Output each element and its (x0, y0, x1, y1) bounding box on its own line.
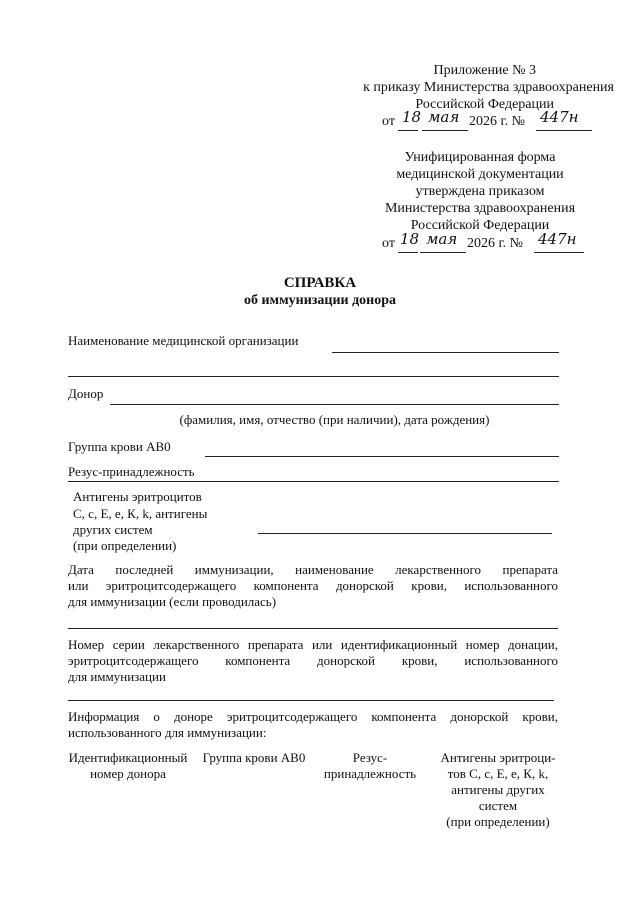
appendix-order-line: к приказу Министерства здравоохранения (363, 80, 614, 95)
form-approval-line-3: утверждена приказом (415, 184, 545, 199)
donor-label: Донор (68, 386, 104, 401)
antigens-line (258, 533, 552, 534)
blood-group-label: Группа крови АВ0 (68, 439, 171, 454)
org-name-line-2 (68, 376, 559, 377)
approval-date-day-handwritten: 18 (400, 230, 420, 248)
approval-date-year-label: 2026 г. № (467, 236, 524, 251)
antigens-label-3: других систем (73, 522, 153, 537)
date-year-label: 2026 г. № (469, 114, 526, 129)
col-antigens-header-3: антигены других (451, 782, 545, 797)
org-name-label: Наименование медицинской организации (68, 333, 299, 348)
org-name-line (332, 352, 559, 353)
date-month-handwritten: мая (428, 108, 460, 126)
col-antigens-header-5: (при определении) (446, 814, 550, 829)
document-subtitle: об иммунизации донора (243, 293, 397, 308)
donor-line (110, 404, 559, 405)
blood-group-line (205, 456, 559, 457)
document-title: СПРАВКА (283, 275, 357, 291)
form-approval-line-5: Российской Федерации (410, 218, 550, 233)
series-label-1: Номер серии лекарственного препарата или идентификационный номер донации, (68, 637, 558, 652)
date-day-handwritten: 18 (402, 108, 422, 126)
form-approval-line-1: Унифицированная форма (404, 150, 556, 165)
antigens-label-1: Антигены эритроцитов (73, 489, 202, 504)
col-donor-id-header-2: номер донора (90, 766, 166, 781)
form-approval-line-4: Министерства здравоохранения (384, 201, 576, 216)
col-rh-header-2: принадлежность (323, 766, 417, 781)
last-immunization-line (68, 628, 558, 629)
series-label-2: эритроцитсодержащего компонента донорской крови, использованного (68, 653, 558, 668)
approval-date-prefix: от (382, 236, 395, 251)
rh-line (68, 481, 559, 482)
donor-info-label-2: использованного для иммунизации: (68, 725, 267, 740)
last-immunization-label-1: Дата последней иммунизации, наименование лекарственного препарата (68, 562, 558, 577)
series-line (68, 700, 554, 701)
antigens-label-4: (при определении) (73, 538, 177, 553)
col-donor-id-header-1: Идентификационный (68, 750, 188, 765)
antigens-label-2: С, с, Е, е, К, k, антигены (73, 506, 208, 521)
approval-number-handwritten: 447н (538, 230, 577, 248)
donor-hint: (фамилия, имя, отчество (при наличии), дата рождения) (179, 412, 490, 427)
series-label-3: для иммунизации (68, 669, 166, 684)
date-prefix: от (382, 114, 395, 129)
col-antigens-header-4: систем (478, 798, 518, 813)
col-antigens-header-2: тов С, с, Е, е, К, k, (447, 766, 549, 781)
appendix-country-line: Российской Федерации (415, 97, 554, 112)
approval-date-month-handwritten: мая (426, 230, 458, 248)
rh-label: Резус-принадлежность (68, 464, 195, 479)
last-immunization-label-2: или эритроцитсодержащего компонента донорской крови, использованного (68, 578, 558, 593)
donor-info-label-1: Информация о доноре эритроцитсодержащего компонента донорской крови, (68, 709, 558, 724)
order-number-handwritten: 447н (540, 108, 579, 126)
appendix-number: Приложение № 3 (433, 63, 536, 78)
form-approval-line-2: медицинской документации (396, 167, 564, 182)
last-immunization-label-3: для иммунизации (если проводилась) (68, 594, 277, 609)
col-antigens-header-1: Антигены эритроци- (440, 750, 556, 765)
col-rh-header-1: Резус- (352, 750, 388, 765)
col-blood-group-header: Группа крови АВ0 (202, 750, 306, 765)
